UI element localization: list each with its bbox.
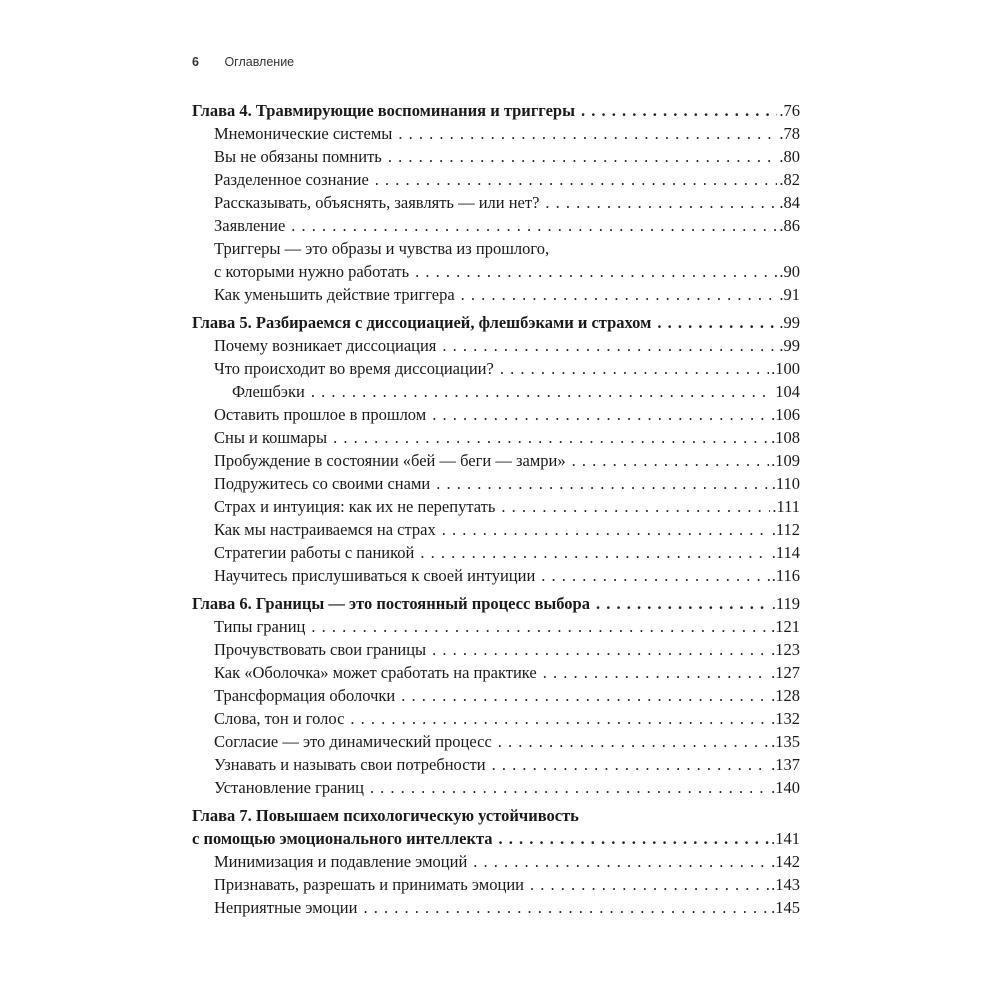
toc-entry[interactable] (192, 707, 800, 730)
dot-leader (492, 753, 770, 776)
toc-entry[interactable] (192, 776, 800, 799)
dot-leader (333, 426, 769, 449)
dot-leader (499, 827, 770, 850)
toc-entry[interactable] (192, 449, 800, 472)
page-ref: .91 (779, 285, 800, 304)
page-ref: .123 (771, 640, 800, 659)
page-ref: .76 (779, 101, 800, 120)
running-header-title: Оглавление (224, 55, 295, 69)
entry-title: Согласие — это динамический процесс (214, 732, 492, 751)
entry-title: с которыми нужно работать (214, 262, 410, 281)
dot-leader (370, 776, 769, 799)
page-ref: .128 (771, 686, 800, 705)
entry-title: Установление границ (214, 778, 364, 797)
toc-entry[interactable] (192, 403, 800, 426)
dot-leader (596, 592, 770, 615)
toc-entry[interactable] (192, 541, 800, 564)
chapter-title: с помощью эмоционального интеллекта (192, 829, 493, 848)
entry-title: Как мы настраиваемся на страх (214, 520, 436, 539)
entry-title: Почему возникает диссоциация (214, 336, 437, 355)
entry-title: Неприятные эмоции (214, 898, 358, 917)
page-ref: .106 (771, 405, 800, 424)
toc-chapter-6[interactable] (192, 592, 800, 615)
entry-title: Сны и кошмары (214, 428, 328, 447)
toc-chapter-7-title-line1[interactable]: Глава 7. Повышаем психологическую устойчивость (192, 806, 579, 825)
page-ref: .100 (771, 359, 800, 378)
toc-entry[interactable] (192, 873, 800, 896)
toc-chapter-4[interactable] (192, 99, 800, 122)
toc-entry[interactable] (192, 283, 800, 306)
toc-entry[interactable] (192, 518, 800, 541)
running-header (192, 55, 294, 69)
page-ref: .141 (771, 829, 800, 848)
page-ref: .137 (771, 755, 800, 774)
dot-leader (442, 518, 770, 541)
toc-entry[interactable] (192, 615, 800, 638)
dot-leader (363, 896, 769, 919)
entry-title: Как «Оболочка» может сработать на практике (214, 663, 537, 682)
dot-leader (572, 449, 770, 472)
entry-title: Рассказывать, объяснять, заявлять — или нет? (214, 193, 540, 212)
entry-title: Подружитесь со своими снами (214, 474, 431, 493)
dot-leader (375, 168, 778, 191)
toc-entry[interactable] (192, 426, 800, 449)
toc-subentry[interactable] (192, 380, 800, 403)
page-ref: .114 (771, 543, 800, 562)
toc-entry[interactable] (192, 168, 800, 191)
toc-entry[interactable] (192, 896, 800, 919)
page-ref: .135 (771, 732, 800, 751)
page-ref: .86 (779, 216, 800, 235)
dot-leader (501, 495, 770, 518)
dot-leader (432, 638, 769, 661)
page-ref: .143 (771, 875, 800, 894)
entry-title: Трансформация оболочки (214, 686, 396, 705)
dot-leader (311, 380, 773, 403)
entry-title: Флешбэки (232, 382, 305, 401)
toc-entry[interactable] (192, 753, 800, 776)
toc-entry[interactable] (192, 334, 800, 357)
toc-entry[interactable] (192, 850, 800, 873)
dot-leader (530, 873, 769, 896)
page-ref: .119 (771, 594, 800, 613)
dot-leader (311, 615, 769, 638)
dot-leader (442, 334, 777, 357)
dot-leader (388, 145, 778, 168)
page-ref: .80 (779, 147, 800, 166)
dot-leader (473, 850, 769, 873)
page-ref: .108 (771, 428, 800, 447)
entry-title: Стратегии работы с паникой (214, 543, 415, 562)
entry-title: Признавать, разрешать и принимать эмоции (214, 875, 524, 894)
toc-entry[interactable] (192, 145, 800, 168)
page-ref: .132 (771, 709, 800, 728)
page-ref: .121 (771, 617, 800, 636)
toc-entry[interactable] (192, 495, 800, 518)
dot-leader (350, 707, 769, 730)
toc-entry[interactable] (192, 191, 800, 214)
dot-leader (657, 311, 777, 334)
dot-leader (291, 214, 777, 237)
toc-entry[interactable] (192, 661, 800, 684)
entry-title: Как уменьшить действие триггера (214, 285, 455, 304)
dot-leader (420, 541, 769, 564)
dot-leader (545, 191, 777, 214)
dot-leader (500, 357, 769, 380)
entry-title: Минимизация и подавление эмоций (214, 852, 468, 871)
page-ref: .109 (771, 451, 800, 470)
dot-leader (432, 403, 769, 426)
chapter-title: Глава 6. Границы — это постоянный процесс выбора (192, 594, 590, 613)
entry-title: Узнавать и называть свои потребности (214, 755, 486, 774)
page-ref: .142 (771, 852, 800, 871)
page-ref: .110 (771, 474, 800, 493)
entry-title: Мнемонические системы (214, 124, 393, 143)
dot-leader (581, 99, 777, 122)
dot-leader (398, 122, 777, 145)
entry-title: Типы границ (214, 617, 306, 636)
page-ref: .116 (771, 566, 800, 585)
page-ref: .145 (771, 898, 800, 917)
page-ref: .112 (771, 520, 800, 539)
dot-leader (415, 260, 777, 283)
page-ref: .99 (779, 336, 800, 355)
page-ref: .127 (771, 663, 800, 682)
toc-entry[interactable] (192, 472, 800, 495)
page-ref: .84 (779, 193, 800, 212)
entry-title: Разделенное сознание (214, 170, 369, 189)
toc-entry[interactable] (192, 260, 800, 283)
table-of-contents (192, 99, 800, 919)
chapter-title: Глава 4. Травмирующие воспоминания и триггеры (192, 101, 575, 120)
dot-leader (436, 472, 770, 495)
toc-entry[interactable] (192, 638, 800, 661)
page-ref: .140 (771, 778, 800, 797)
page-ref: 104 (775, 382, 800, 401)
entry-title: Что происходит во время диссоциации? (214, 359, 494, 378)
page-ref: .90 (779, 262, 800, 281)
entry-title: Страх и интуиция: как их не перепутать (214, 497, 496, 516)
entry-title: Пробуждение в состоянии «бей — беги — замри» (214, 451, 566, 470)
dot-leader (498, 730, 769, 753)
toc-entry[interactable] (192, 122, 800, 145)
entry-title: Оставить прошлое в прошлом (214, 405, 427, 424)
entry-title: Слова, тон и голос (214, 709, 345, 728)
toc-entry[interactable] (192, 684, 800, 707)
entry-title: Вы не обязаны помнить (214, 147, 382, 166)
toc-entry-wrapped-line[interactable]: Триггеры — это образы и чувства из прошлого, (214, 239, 550, 258)
toc-entry[interactable] (192, 214, 800, 237)
toc-entry[interactable] (192, 730, 800, 753)
page-ref: .82 (779, 170, 800, 189)
toc-chapter-7[interactable] (192, 827, 800, 850)
dot-leader (543, 661, 769, 684)
chapter-title: Глава 5. Разбираемся с диссоциацией, флешбэками и страхом (192, 313, 652, 332)
page-ref: .78 (779, 124, 800, 143)
toc-entry[interactable] (192, 564, 800, 587)
entry-title: Прочувствовать свои границы (214, 640, 427, 659)
dot-leader (401, 684, 769, 707)
dot-leader (541, 564, 769, 587)
page-number: 6 (192, 55, 199, 69)
dot-leader (461, 283, 778, 306)
entry-title: Научитесь прислушиваться к своей интуиции (214, 566, 536, 585)
page-ref: .99 (779, 313, 800, 332)
toc-chapter-5[interactable] (192, 311, 800, 334)
toc-entry[interactable] (192, 357, 800, 380)
page-ref: .111 (772, 497, 800, 516)
entry-title: Заявление (214, 216, 286, 235)
